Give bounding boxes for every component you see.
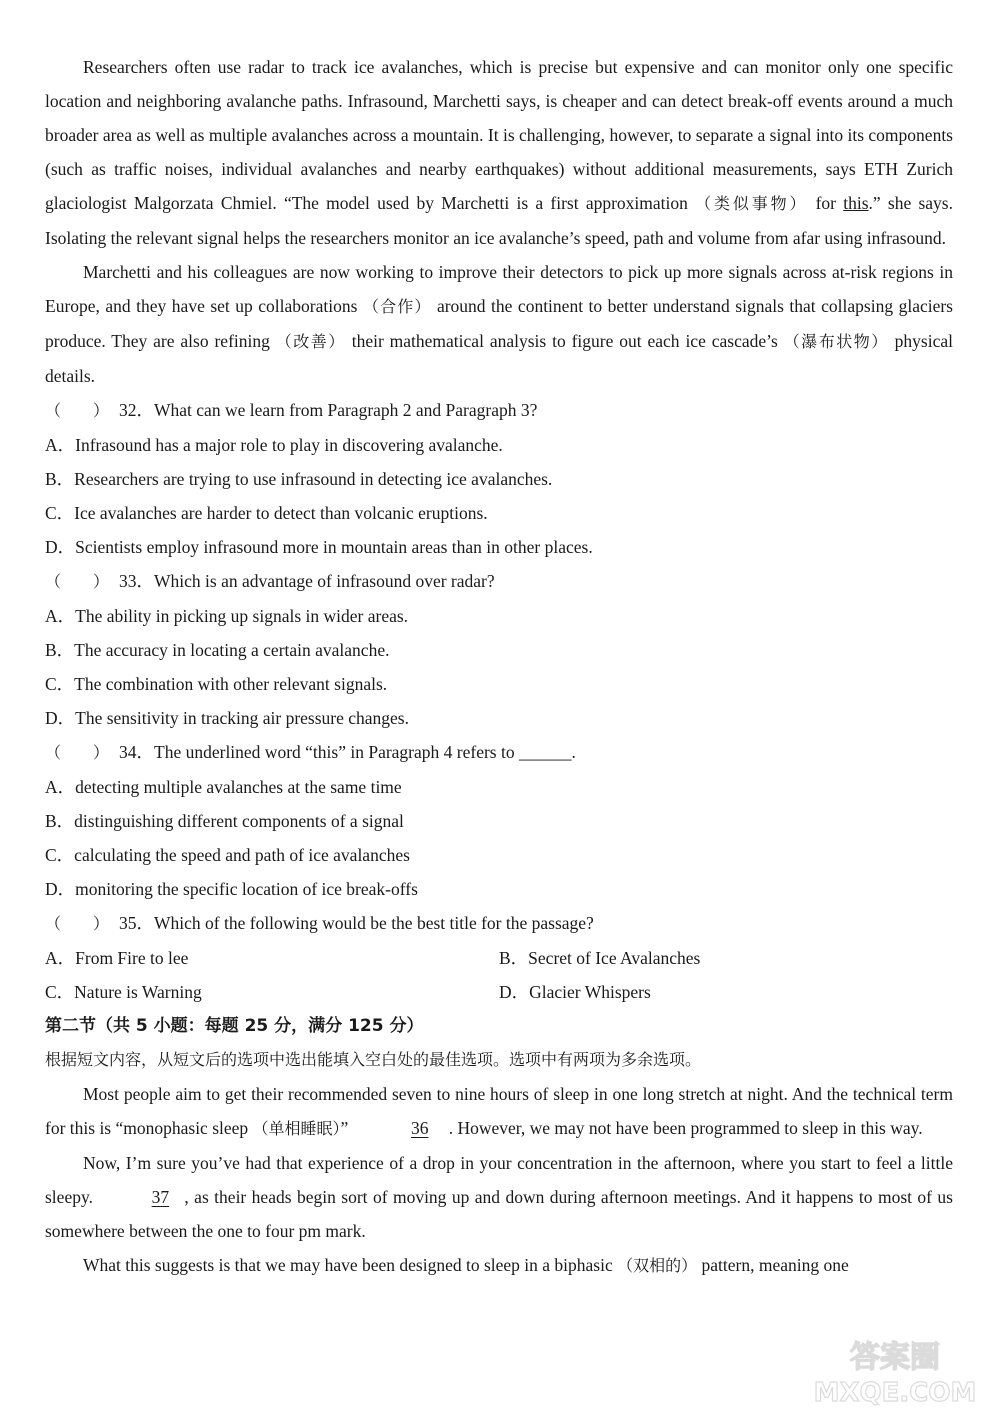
option-34-b: B．distinguishing different components of a signal bbox=[45, 811, 404, 831]
paragraph-afternoon-drop: Now, I’m sure you’ve had that experience of a drop in your concentration in the afternoon, where you start to feel a little sleepy. 37 , as their heads begin sort of moving up and down during afternoon meetings. And it happens to most of us somewhere between the one to four pm mark. bbox=[45, 1153, 953, 1241]
question-stem: 33．Which is an advantage of infrasound over radar? bbox=[119, 571, 495, 591]
option-34-c: C．calculating the speed and path of ice avalanches bbox=[45, 845, 410, 865]
paragraph-biphasic-pattern: What this suggests is that we may have been designed to sleep in a biphasic （双相的） pattern, meaning one bbox=[83, 1255, 849, 1275]
blank-37[interactable]: 37 bbox=[151, 1187, 170, 1207]
question-stem: 35．Which of the following would be the best title for the passage? bbox=[119, 913, 594, 933]
option-33-a: A．The ability in picking up signals in wider areas. bbox=[45, 606, 409, 626]
question-35 bbox=[45, 906, 953, 941]
option-32-a: A．Infrasound has a major role to play in discovering avalanche. bbox=[45, 435, 503, 455]
option-33-c: C．The combination with other relevant signals. bbox=[45, 674, 388, 694]
section-instruction: 根据短文内容，从短文后的选项中选出能填入空白处的最佳选项。选项中有两项为多余选项。 bbox=[45, 1050, 702, 1069]
option-35-c: C．Nature is Warning bbox=[45, 982, 202, 1002]
option-35-a: A．From Fire to lee bbox=[45, 948, 189, 968]
option-32-c: C．Ice avalanches are harder to detect than volcanic eruptions. bbox=[45, 503, 488, 523]
exam-page bbox=[45, 50, 953, 1283]
question-33 bbox=[45, 564, 953, 599]
paragraph-radar-vs-infrasound: Researchers often use radar to track ice avalanches, which is precise but expensive and can monitor only one specific location and neighboring avalanche paths. Infrasound, Marchetti says, is cheaper and can detect break-off events around a much broader area as well as multiple avalanches across a mountain. It is challenging, however, to separate a signal into its components (such as traffic noises, individual avalanches and nearby earthquakes) without additional measurements, says ETH Zurich glaciologist Malgorzata Chmiel. “The model used by Marchetti is a first approximation （类似事物） for this.” she says. Isolating the relevant signal helps the researchers monitor an ice avalanche’s speed, path and volume from afar using infrasound. bbox=[45, 57, 953, 248]
question-34 bbox=[45, 735, 953, 770]
watermark-logo bbox=[800, 1331, 990, 1411]
section-heading: 第二节（共 5 小题：每题 25 分，满分 125 分） bbox=[45, 1016, 424, 1036]
option-32-d: D．Scientists employ infrasound more in mountain areas than in other places. bbox=[45, 537, 593, 557]
answer-paren: （ ） bbox=[45, 401, 110, 420]
underlined-word-this: this bbox=[843, 193, 869, 213]
option-32-b: B．Researchers are trying to use infrasound in detecting ice avalanches. bbox=[45, 469, 553, 489]
watermark-text-url: MXQE.COM bbox=[813, 1378, 977, 1408]
option-35-d: D．Glacier Whispers bbox=[499, 982, 651, 1002]
blank-36[interactable]: 36 bbox=[410, 1118, 429, 1138]
question-stem: 34．The underlined word “this” in Paragraph 4 refers to ______. bbox=[119, 742, 576, 762]
option-35-b: B．Secret of Ice Avalanches bbox=[499, 948, 701, 968]
answer-paren: （ ） bbox=[45, 572, 110, 591]
watermark-text-cn: 答案圈 bbox=[850, 1340, 940, 1375]
option-34-d: D．monitoring the specific location of ice break-offs bbox=[45, 879, 418, 899]
question-32 bbox=[45, 393, 953, 428]
answer-paren: （ ） bbox=[45, 743, 110, 762]
paragraph-monophasic-sleep: Most people aim to get their recommended seven to nine hours of sleep in one long stretch at night. And the technical term for this is “monophasic sleep （单相睡眠）” 36 . However, we may not have been programmed to sleep in this way. bbox=[45, 1077, 953, 1146]
options-35-row-2 bbox=[45, 975, 953, 1009]
question-stem: 32．What can we learn from Paragraph 2 and Paragraph 3? bbox=[119, 400, 538, 420]
options-35-row-1 bbox=[45, 941, 953, 975]
paragraph-collaborations: Marchetti and his colleagues are now working to improve their detectors to pick up more signals across at-risk regions in Europe, and they have set up collaborations （合作） around the continent to better understand signals that collapsing glaciers produce. They are also refining （改善） their mathematical analysis to figure out each ice cascade’s （瀑布状物） physical details. bbox=[45, 262, 953, 386]
option-34-a: A．detecting multiple avalanches at the same time bbox=[45, 777, 402, 797]
answer-paren: （ ） bbox=[45, 914, 110, 933]
option-33-d: D．The sensitivity in tracking air pressure changes. bbox=[45, 708, 409, 728]
option-33-b: B．The accuracy in locating a certain avalanche. bbox=[45, 640, 390, 660]
